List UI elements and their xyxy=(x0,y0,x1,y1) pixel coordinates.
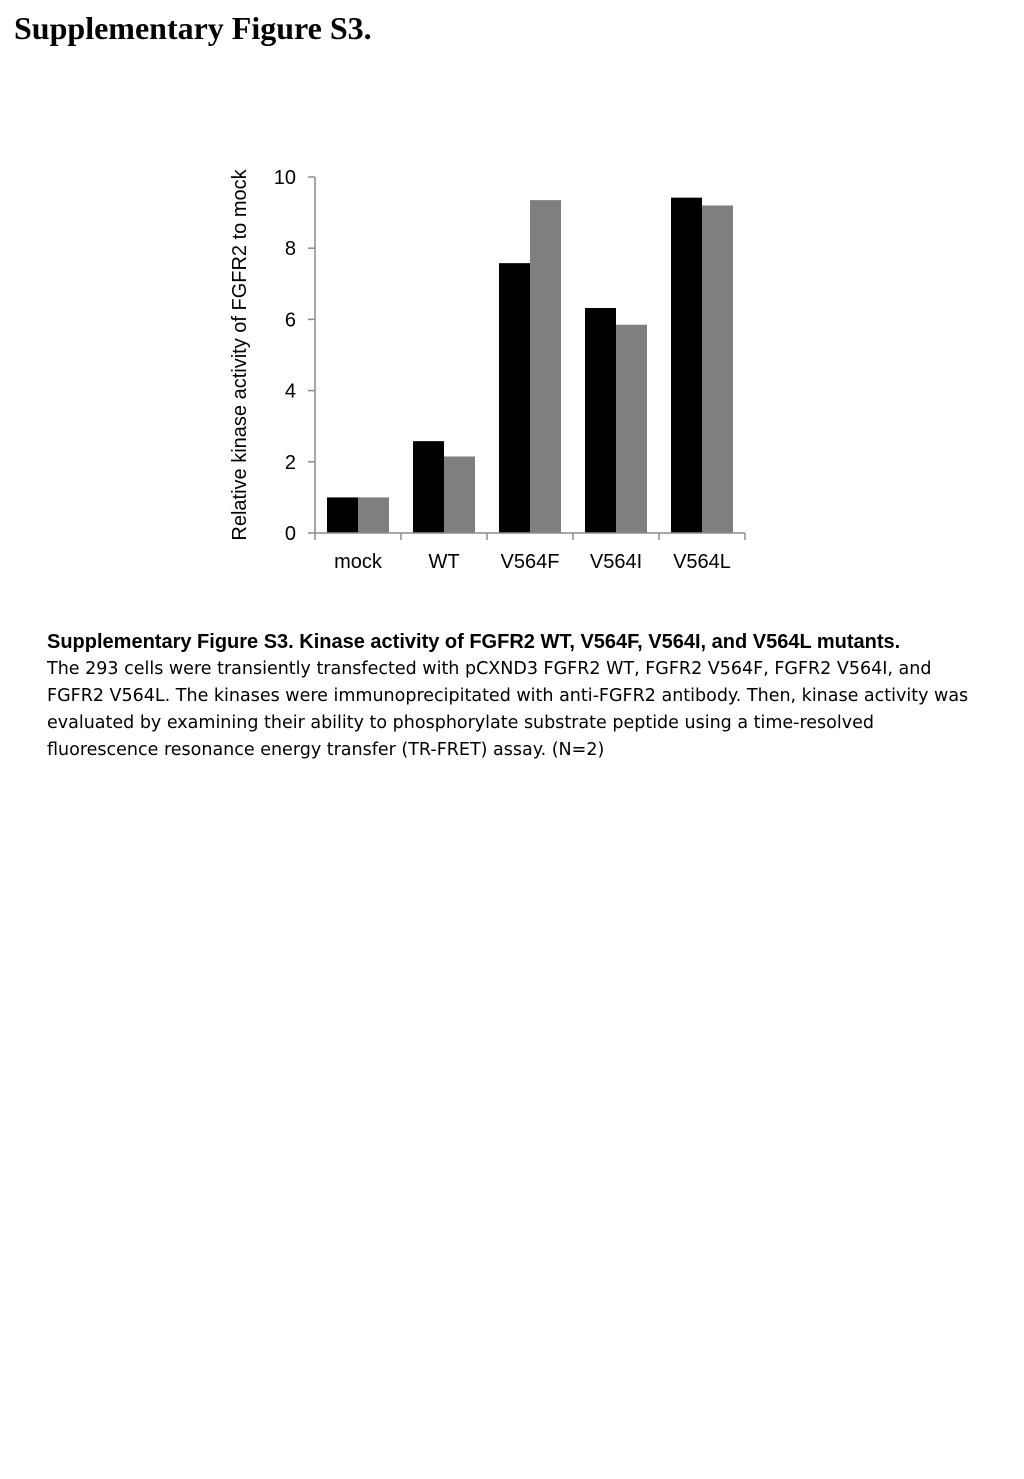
caption-title: Supplementary Figure S3. Kinase activity of FGFR2 WT, V564F, V564I, and V564L mutants. xyxy=(47,631,901,653)
bar-series2-v564i xyxy=(616,325,647,533)
bar-series2-v564l xyxy=(702,205,733,533)
y-tick-label-4: 4 xyxy=(284,380,296,403)
y-axis-label: Relative kinase activity of FGFR2 to mock xyxy=(229,169,251,541)
bar-series2-mock xyxy=(358,497,389,533)
x-tick-label-wt: WT xyxy=(428,551,460,573)
bar-series1-v564l xyxy=(671,198,702,533)
y-tick-label-10: 10 xyxy=(273,167,296,189)
y-tick-label-2: 2 xyxy=(284,451,296,474)
page-title: Supplementary Figure S3. xyxy=(14,10,372,46)
bar-series2-wt xyxy=(444,456,475,533)
bar-series1-mock xyxy=(327,497,358,533)
caption-body: The 293 cells were transiently transfected with pCXND3 FGFR2 WT, FGFR2 V564F, FGFR2 V564I, and FGFR2 V564L. The kinases were immunoprecipitated with anti-FGFR2 antibody. Then, kinase activity was evaluated by examining their ability to phosphorylate substrate peptide using a time-resolved fluorescence resonance energy transfer (TR-FRET) assay. (N=2) xyxy=(47,659,969,760)
bar-series1-v564i xyxy=(585,308,616,533)
bar-series2-v564f xyxy=(530,200,561,533)
x-tick-label-v564f: V564F xyxy=(500,551,560,573)
y-tick-label-6: 6 xyxy=(284,309,296,332)
x-tick-label-v564l: V564L xyxy=(673,551,731,573)
bar-series1-wt xyxy=(413,441,444,533)
bar-series1-v564f xyxy=(499,263,530,533)
x-tick-label-mock: mock xyxy=(334,551,382,573)
figure-caption xyxy=(47,629,987,764)
y-tick-label-0: 0 xyxy=(284,523,296,545)
x-tick-label-v564i: V564I xyxy=(589,551,643,573)
bars-group xyxy=(327,198,733,533)
bar-chart xyxy=(0,0,1024,620)
y-tick-label-8: 8 xyxy=(284,238,296,261)
